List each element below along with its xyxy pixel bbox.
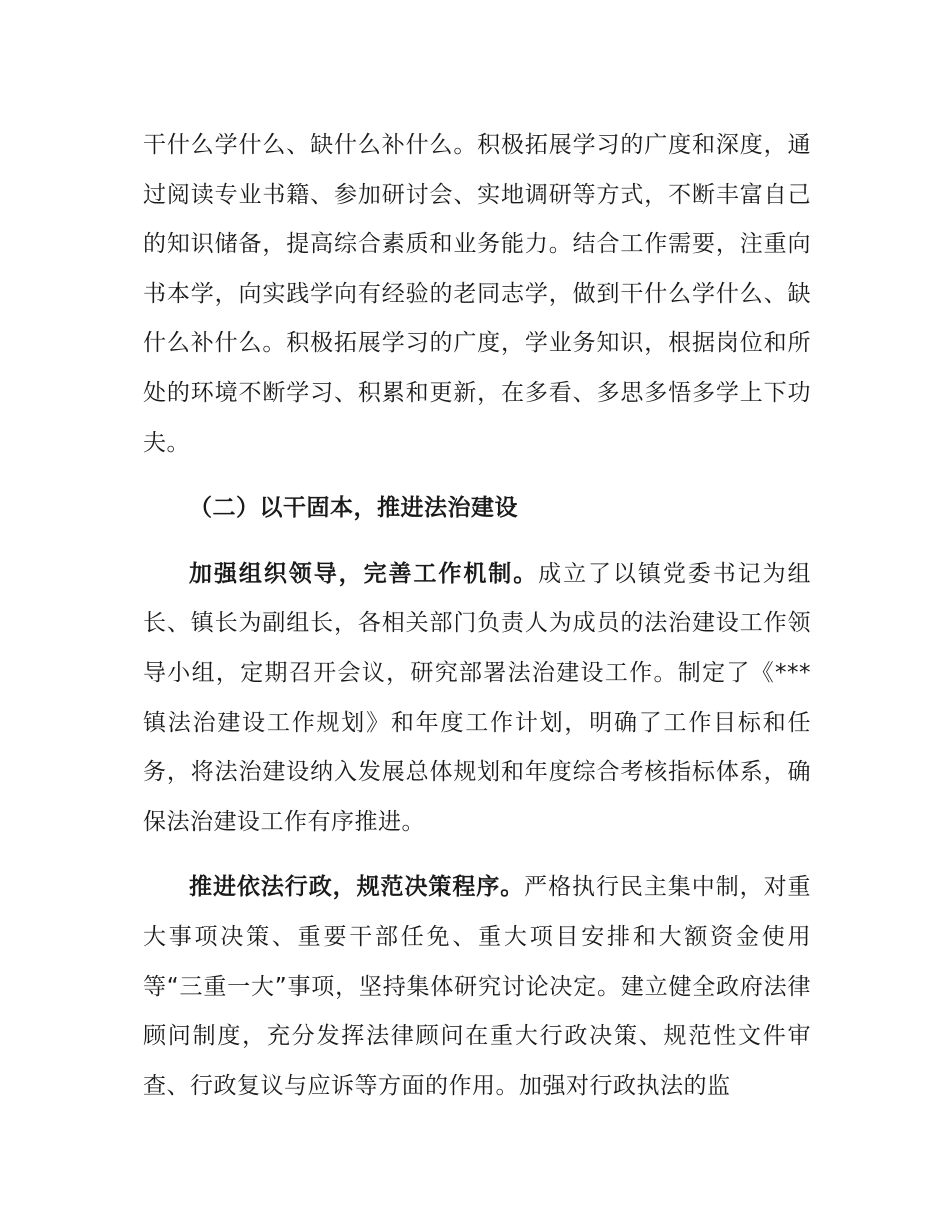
paragraph-lead-phrase: 推进依法行政，规范决策程序。 xyxy=(189,874,525,901)
paragraph-lead-phrase: 加强组织领导，完善工作机制。 xyxy=(189,560,539,587)
paragraph-gap xyxy=(143,847,811,863)
document-body xyxy=(143,121,811,1111)
continued-paragraph: 干什么学什么、缺什么补什么。积极拓展学习的广度和深度，通过阅读专业书籍、参加研讨会、实地调研等方式，不断丰富自己的知识储备，提高综合素质和业务能力。结合工作需要，注重向书本学，向实践学向有经验的老同志学，做到干什么学什么、缺什么补什么。积极拓展学习的广度，学业务知识，根据岗位和所处的环境不断学习、积累和更新，在多看、多思多悟多学上下功夫。 xyxy=(143,132,811,456)
section-heading: （二）以干固本，推进法治建设 xyxy=(189,495,518,522)
paragraph-organization-leadership xyxy=(143,550,811,848)
paragraph-gap xyxy=(143,468,811,484)
paragraph-gap xyxy=(143,534,811,550)
paragraph-lawful-administration xyxy=(143,863,811,1111)
paragraph-body-text: 成立了以镇党委书记为组长、镇长为副组长，各相关部门负责人为成员的法治建设工作领导小组，定期召开会议，研究部署法治建设工作。制定了《***镇法治建设工作规划》和年度工作计划，明确了工作目标和任务，将法治建设纳入发展总体规划和年度综合考核指标体系，确保法治建设工作有序推进。 xyxy=(143,560,811,835)
paragraph-body-text: 严格执行民主集中制，对重大事项决策、重要干部任免、重大项目安排和大额资金使用等“三重一大”事项，坚持集体研究讨论决定。建立健全政府法律顾问制度，充分发挥法律顾问在重大行政决策、规范性文件审查、行政复议与应诉等方面的作用。加强对行政执法的监 xyxy=(143,874,812,1099)
